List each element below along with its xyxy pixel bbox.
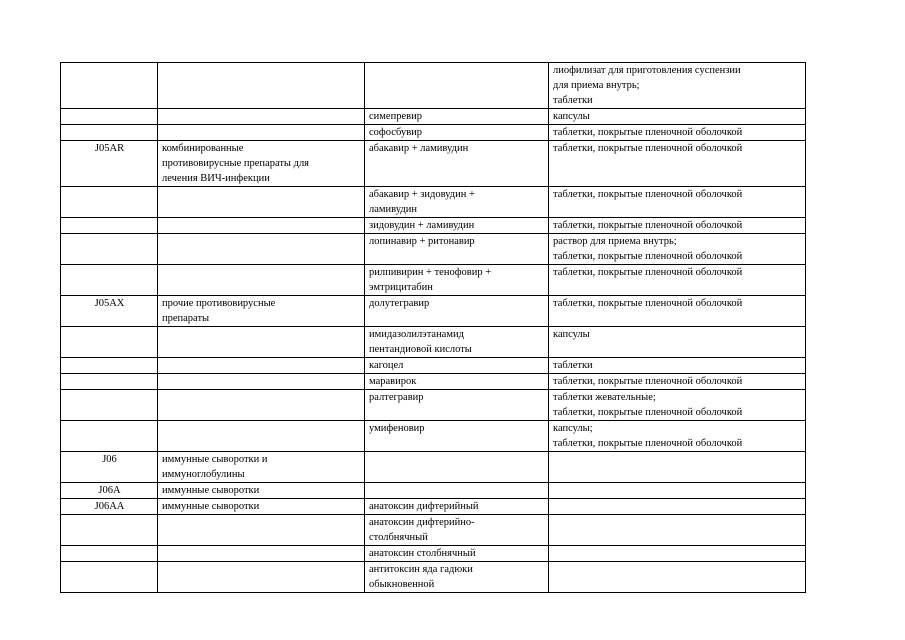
table-row	[61, 265, 806, 296]
dosage-form-text: капсулы	[553, 111, 590, 122]
drug-group-cell	[158, 63, 365, 109]
atc-code-cell	[61, 296, 158, 327]
table-row	[61, 141, 806, 187]
dosage-form-cell	[549, 390, 806, 421]
drug-group-cell	[158, 452, 365, 483]
drug-name-cell	[365, 265, 549, 296]
dosage-form-text: таблетки, покрытые пленочной оболочкой	[553, 251, 743, 262]
drug-group-text: препараты	[162, 313, 210, 324]
drug-group-cell	[158, 234, 365, 265]
dosage-form-cell	[549, 234, 806, 265]
dosage-form-cell	[549, 452, 806, 483]
dosage-form-text: капсулы	[553, 329, 590, 340]
drug-name-text: анатоксин столбнячный	[369, 548, 476, 559]
atc-code-text: J05AR	[94, 143, 125, 154]
dosage-form-cell	[549, 109, 806, 125]
atc-code-cell	[61, 125, 158, 141]
dosage-form-text: для приема внутрь;	[553, 80, 640, 91]
drug-name-text: эмтрицитабин	[369, 282, 433, 293]
atc-code-cell	[61, 109, 158, 125]
drug-name-text: долутегравир	[369, 298, 430, 309]
drug-name-text: симепревир	[369, 111, 422, 122]
drug-name-cell	[365, 562, 549, 593]
dosage-form-cell	[549, 515, 806, 546]
drug-name-text: ралтегравир	[369, 392, 424, 403]
drug-group-cell	[158, 515, 365, 546]
dosage-form-text: таблетки	[553, 360, 593, 371]
drug-name-cell	[365, 187, 549, 218]
dosage-form-text: таблетки, покрытые пленочной оболочкой	[553, 189, 743, 200]
drug-group-text: комбинированные	[162, 143, 244, 154]
dosage-form-cell	[549, 483, 806, 499]
table-row	[61, 546, 806, 562]
atc-code-cell	[61, 421, 158, 452]
drug-group-cell	[158, 562, 365, 593]
atc-code-cell	[61, 374, 158, 390]
drug-name-text: софосбувир	[369, 127, 423, 138]
drug-group-text: лечения ВИЧ-инфекции	[162, 173, 270, 184]
dosage-form-cell	[549, 358, 806, 374]
table-row	[61, 358, 806, 374]
drug-name-text: кагоцел	[369, 360, 404, 371]
table-row	[61, 218, 806, 234]
dosage-form-cell	[549, 141, 806, 187]
atc-code-cell	[61, 234, 158, 265]
dosage-form-text: таблетки, покрытые пленочной оболочкой	[553, 127, 743, 138]
table-row	[61, 125, 806, 141]
dosage-form-cell	[549, 562, 806, 593]
drug-group-cell	[158, 109, 365, 125]
dosage-form-cell	[549, 218, 806, 234]
atc-code-cell	[61, 562, 158, 593]
drug-name-text: ламивудин	[369, 204, 417, 215]
atc-code-text: J06AA	[94, 501, 125, 512]
dosage-form-cell	[549, 499, 806, 515]
drug-name-text: маравирок	[369, 376, 417, 387]
atc-code-text: J06	[102, 454, 117, 465]
table-row	[61, 63, 806, 109]
drug-name-cell	[365, 296, 549, 327]
dosage-form-text: таблетки, покрытые пленочной оболочкой	[553, 376, 743, 387]
dosage-form-text: таблетки, покрытые пленочной оболочкой	[553, 143, 743, 154]
atc-code-text: J06A	[98, 485, 121, 496]
dosage-form-cell	[549, 63, 806, 109]
drug-group-text: иммуноглобулины	[162, 469, 245, 480]
drug-group-text: противовирусные препараты для	[162, 158, 310, 169]
drug-name-text: пентандиовой кислоты	[369, 344, 472, 355]
drug-group-cell	[158, 483, 365, 499]
dosage-form-text: раствор для приема внутрь;	[553, 236, 677, 247]
atc-code-cell	[61, 218, 158, 234]
dosage-form-cell	[549, 546, 806, 562]
dosage-form-text: лиофилизат для приготовления суспензии	[553, 65, 741, 76]
drug-group-cell	[158, 421, 365, 452]
drug-name-cell	[365, 358, 549, 374]
drug-name-cell	[365, 63, 549, 109]
dosage-form-cell	[549, 125, 806, 141]
drug-name-text: столбнячный	[369, 532, 428, 543]
drug-group-cell	[158, 358, 365, 374]
drug-name-cell	[365, 499, 549, 515]
drug-name-text: лопинавир + ритонавир	[369, 236, 475, 247]
drug-group-cell	[158, 499, 365, 515]
atc-code-cell	[61, 265, 158, 296]
dosage-form-text: таблетки	[553, 95, 593, 106]
drug-name-text: имидазолилэтанамид	[369, 329, 464, 340]
dosage-form-cell	[549, 296, 806, 327]
drug-name-text: абакавир + ламивудин	[369, 143, 469, 154]
drug-name-text: зидовудин + ламивудин	[369, 220, 475, 231]
drug-name-text: антитоксин яда гадюки	[369, 564, 473, 575]
dosage-form-text: таблетки, покрытые пленочной оболочкой	[553, 438, 743, 449]
table-row	[61, 109, 806, 125]
drug-group-text: иммунные сыворотки	[162, 501, 260, 512]
atc-code-cell	[61, 452, 158, 483]
table-row	[61, 296, 806, 327]
table-row	[61, 187, 806, 218]
drug-group-cell	[158, 390, 365, 421]
dosage-form-text: таблетки, покрытые пленочной оболочкой	[553, 220, 743, 231]
drug-name-text: абакавир + зидовудин +	[369, 189, 475, 200]
table-row	[61, 421, 806, 452]
drug-group-cell	[158, 327, 365, 358]
drug-group-text: прочие противовирусные	[162, 298, 276, 309]
dosage-form-text: таблетки жевательные;	[553, 392, 656, 403]
table-row	[61, 234, 806, 265]
dosage-form-cell	[549, 421, 806, 452]
atc-code-cell	[61, 358, 158, 374]
table-row	[61, 483, 806, 499]
drug-name-text: анатоксин дифтерийно-	[369, 517, 475, 528]
drug-group-cell	[158, 187, 365, 218]
table-row	[61, 515, 806, 546]
atc-code-cell	[61, 499, 158, 515]
drug-name-cell	[365, 515, 549, 546]
drug-group-cell	[158, 125, 365, 141]
drug-table	[60, 62, 806, 593]
drug-name-cell	[365, 374, 549, 390]
table-row	[61, 390, 806, 421]
drug-group-text: иммунные сыворотки и	[162, 454, 268, 465]
drug-name-cell	[365, 546, 549, 562]
drug-group-cell	[158, 265, 365, 296]
drug-name-cell	[365, 483, 549, 499]
drug-name-text: рилпивирин + тенофовир +	[369, 267, 492, 278]
table-row	[61, 499, 806, 515]
atc-code-cell	[61, 327, 158, 358]
drug-group-cell	[158, 546, 365, 562]
dosage-form-text: таблетки, покрытые пленочной оболочкой	[553, 407, 743, 418]
atc-code-text: J05AX	[94, 298, 125, 309]
drug-group-cell	[158, 374, 365, 390]
drug-name-cell	[365, 141, 549, 187]
atc-code-cell	[61, 141, 158, 187]
drug-group-cell	[158, 296, 365, 327]
dosage-form-cell	[549, 265, 806, 296]
drug-name-cell	[365, 125, 549, 141]
drug-group-text: иммунные сыворотки	[162, 485, 260, 496]
dosage-form-cell	[549, 327, 806, 358]
drug-name-cell	[365, 109, 549, 125]
atc-code-cell	[61, 483, 158, 499]
atc-code-cell	[61, 546, 158, 562]
dosage-form-text: таблетки, покрытые пленочной оболочкой	[553, 298, 743, 309]
dosage-form-cell	[549, 187, 806, 218]
drug-name-cell	[365, 421, 549, 452]
drug-name-cell	[365, 452, 549, 483]
dosage-form-text: таблетки, покрытые пленочной оболочкой	[553, 267, 743, 278]
drug-name-cell	[365, 327, 549, 358]
table-row	[61, 374, 806, 390]
drug-name-cell	[365, 234, 549, 265]
drug-name-text: анатоксин дифтерийный	[369, 501, 479, 512]
drug-name-cell	[365, 390, 549, 421]
atc-code-cell	[61, 515, 158, 546]
atc-code-cell	[61, 390, 158, 421]
dosage-form-cell	[549, 374, 806, 390]
drug-table-body	[61, 63, 806, 593]
drug-name-cell	[365, 218, 549, 234]
dosage-form-text: капсулы;	[553, 423, 593, 434]
drug-group-cell	[158, 218, 365, 234]
table-row	[61, 452, 806, 483]
atc-code-cell	[61, 187, 158, 218]
drug-name-text: умифеновир	[369, 423, 425, 434]
drug-name-text: обыкновенной	[369, 579, 435, 590]
atc-code-cell	[61, 63, 158, 109]
table-row	[61, 327, 806, 358]
drug-group-cell	[158, 141, 365, 187]
table-row	[61, 562, 806, 593]
